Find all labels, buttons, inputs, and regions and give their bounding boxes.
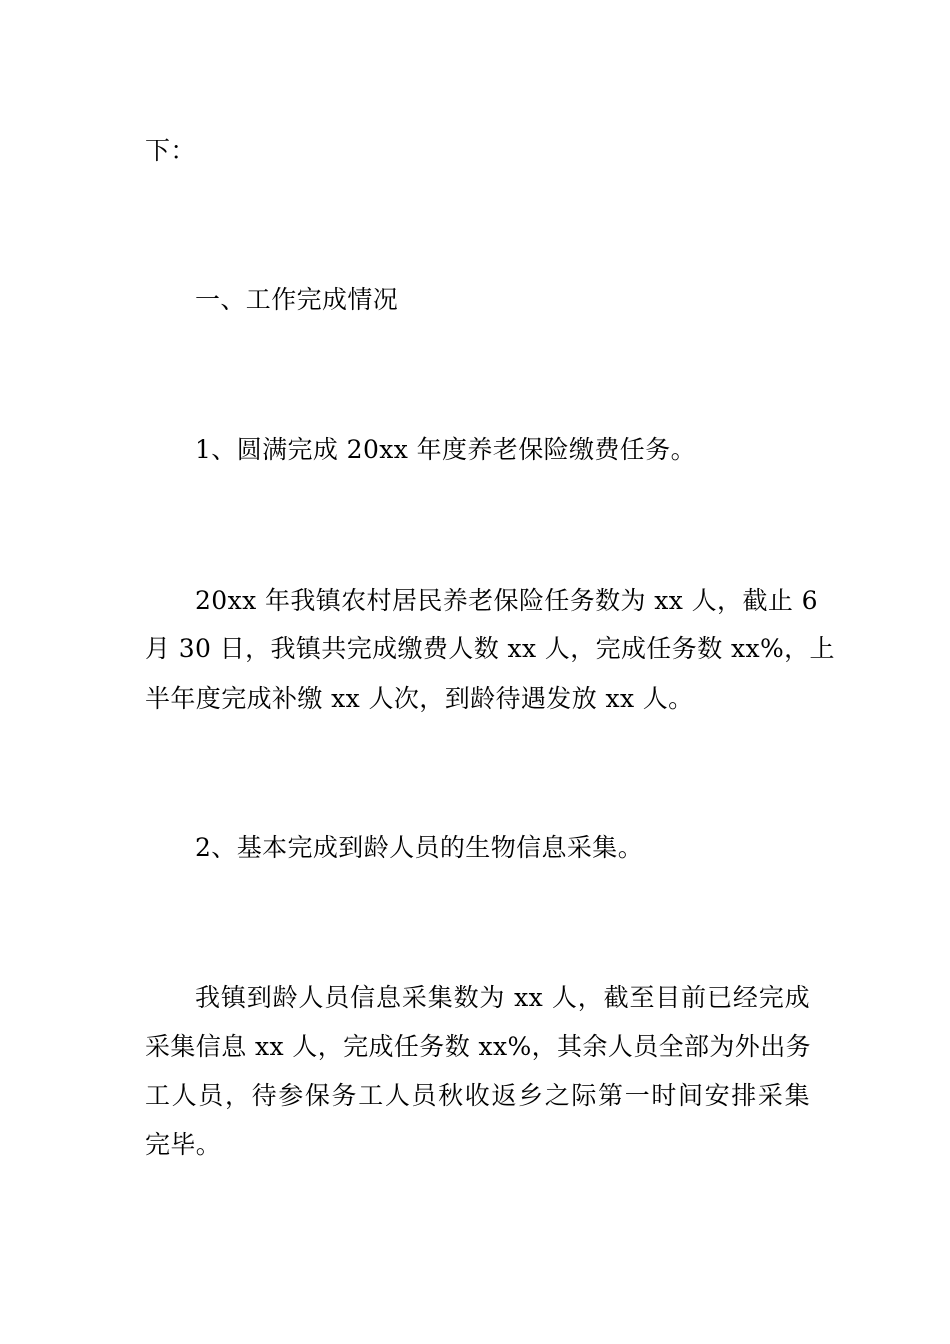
paragraph-2-line-3: 工人员，待参保务工人员秋收返乡之际第一时间安排采集 — [145, 1081, 810, 1110]
paragraph-2-line-1: 我镇到龄人员信息采集数为 xx 人，截至目前已经完成 — [195, 983, 810, 1012]
subheading-biometric-collection: 2、基本完成到龄人员的生物信息采集。 — [195, 833, 644, 862]
paragraph-2-line-2: 采集信息 xx 人，完成任务数 xx%，其余人员全部为外出务 — [145, 1032, 811, 1061]
text-line-continuation: 下： — [145, 136, 196, 165]
paragraph-1-line-3: 半年度完成补缴 xx 人次，到龄待遇发放 xx 人。 — [145, 684, 694, 713]
subheading-pension-payment: 1、圆满完成 20xx 年度养老保险缴费任务。 — [195, 435, 697, 464]
paragraph-2-line-4: 完毕。 — [145, 1130, 222, 1159]
paragraph-1-line-1: 20xx 年我镇农村居民养老保险任务数为 xx 人，截止 6 — [195, 586, 818, 615]
section-heading-work-completion: 一、工作完成情况 — [195, 285, 399, 314]
paragraph-1-line-2: 月 30 日，我镇共完成缴费人数 xx 人，完成任务数 xx%，上 — [145, 634, 835, 663]
